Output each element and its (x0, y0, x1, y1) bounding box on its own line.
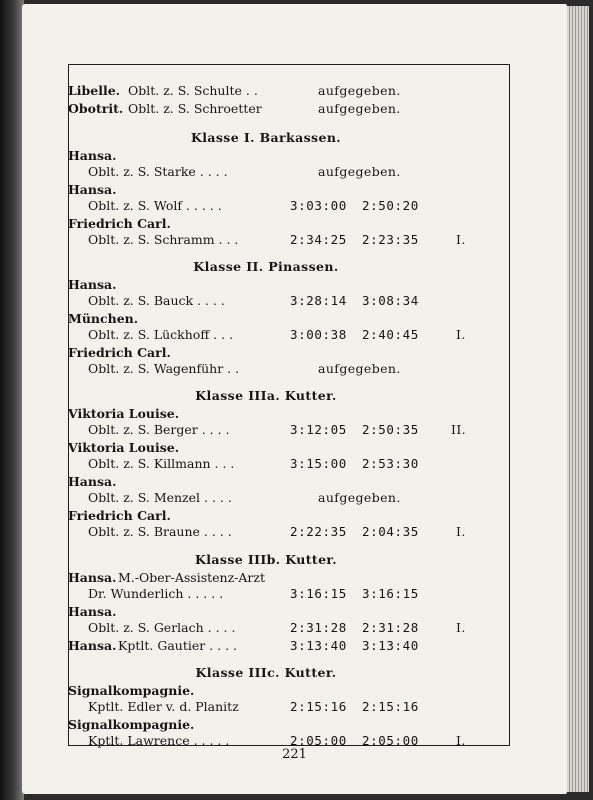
class-heading-text: Klasse II. Pinassen. (193, 259, 339, 274)
prize-rank: I. (456, 620, 466, 635)
corrected-time: 2:50:35 (362, 422, 419, 437)
corrected-time: 2:40:45 (362, 327, 419, 342)
result-line (68, 732, 508, 750)
class-heading-text: Klasse IIIc. Kutter. (195, 665, 337, 680)
result-line (68, 523, 508, 541)
crew-name: Oblt. z. S. Schroetter (128, 101, 262, 116)
result-line (68, 163, 508, 181)
status-text: aufgegeben. (318, 101, 401, 116)
elapsed-time: 2:31:28 (290, 620, 347, 635)
prize-rank: I. (456, 327, 466, 342)
prize-rank: I. (456, 733, 466, 748)
prize-rank: I. (456, 232, 466, 247)
result-line (68, 619, 508, 637)
boat-name: Hansa. (68, 604, 117, 619)
crew-name: Dr. Wunderlich . . . . . (88, 586, 224, 601)
result-line (68, 698, 508, 716)
result-line (68, 585, 508, 603)
result-line (68, 197, 508, 215)
class-heading-text: Klasse I. Barkassen. (190, 130, 342, 145)
status-text: aufgegeben. (318, 164, 401, 179)
corrected-time: 2:50:20 (362, 198, 419, 213)
crew-name: Oblt. z. S. Schramm . . . (88, 232, 239, 247)
crew-name: M.-Ober-Assistenz-Arzt (118, 570, 266, 585)
crew-name: Oblt. z. S. Berger . . . . (88, 422, 230, 437)
boat-name: Hansa. (68, 570, 117, 585)
boat-name: Viktoria Louise. (68, 440, 180, 455)
crew-name: Kptlt. Gautier . . . . (118, 638, 238, 653)
status-text: aufgegeben. (318, 490, 401, 505)
elapsed-time: 3:03:00 (290, 198, 347, 213)
result-line (68, 489, 508, 507)
elapsed-time: 3:13:40 (290, 638, 347, 653)
result-line (68, 326, 508, 344)
elapsed-time: 2:15:16 (290, 699, 347, 714)
boat-name: Friedrich Carl. (68, 216, 171, 231)
corrected-time: 2:04:35 (362, 524, 419, 539)
crew-name: Oblt. z. S. Wolf . . . . . (88, 198, 222, 213)
elapsed-time: 3:28:14 (290, 293, 347, 308)
corrected-time: 3:13:40 (362, 638, 419, 653)
corrected-time: 2:15:16 (362, 699, 419, 714)
crew-name: Oblt. z. S. Menzel . . . . (88, 490, 232, 505)
book-spine-shadow (0, 0, 24, 800)
elapsed-time: 3:12:05 (290, 422, 347, 437)
result-line (68, 100, 508, 118)
result-line (68, 421, 508, 439)
class-heading (68, 664, 508, 682)
status-text: aufgegeben. (318, 83, 401, 98)
boat-name: Friedrich Carl. (68, 508, 171, 523)
corrected-time: 2:31:28 (362, 620, 419, 635)
boat-name: Hansa. (68, 277, 117, 292)
elapsed-time: 2:05:00 (290, 733, 347, 748)
elapsed-time: 3:15:00 (290, 456, 347, 471)
class-heading (68, 387, 508, 405)
crew-name: Oblt. z. S. Schulte . . (128, 83, 258, 98)
crew-name: Oblt. z. S. Braune . . . . (88, 524, 232, 539)
result-line (68, 292, 508, 310)
crew-name: Kptlt. Edler v. d. Planitz (88, 699, 239, 714)
boat-name: Hansa. (68, 474, 117, 489)
status-text: aufgegeben. (318, 361, 401, 376)
corrected-time: 2:53:30 (362, 456, 419, 471)
corrected-time: 3:16:15 (362, 586, 419, 601)
boat-name: Obotrit. (68, 101, 124, 116)
crew-name: Oblt. z. S. Starke . . . . (88, 164, 228, 179)
result-line (68, 231, 508, 249)
boat-name: München. (68, 311, 139, 326)
corrected-time: 2:23:35 (362, 232, 419, 247)
prize-rank: I. (456, 524, 466, 539)
elapsed-time: 3:00:38 (290, 327, 347, 342)
class-heading-text: Klasse IIIa. Kutter. (195, 388, 337, 403)
boat-name: Libelle. (68, 83, 121, 98)
corrected-time: 2:05:00 (362, 733, 419, 748)
boat-name: Viktoria Louise. (68, 406, 180, 421)
elapsed-time: 2:22:35 (290, 524, 347, 539)
crew-name: Oblt. z. S. Lückhoff . . . (88, 327, 234, 342)
boat-name: Friedrich Carl. (68, 345, 171, 360)
crew-name: Oblt. z. S. Killmann . . . (88, 456, 235, 471)
result-line (68, 82, 508, 100)
crew-name: Oblt. z. S. Bauck . . . . (88, 293, 225, 308)
boat-name: Hansa. (68, 182, 117, 197)
boat-name: Signalkompagnie. (68, 717, 195, 732)
corrected-time: 3:08:34 (362, 293, 419, 308)
elapsed-time: 2:34:25 (290, 232, 347, 247)
elapsed-time: 3:16:15 (290, 586, 347, 601)
class-heading-text: Klasse IIIb. Kutter. (194, 552, 338, 567)
crew-name: Oblt. z. S. Wagenführ . . (88, 361, 240, 376)
class-heading (68, 551, 508, 569)
class-heading (68, 129, 508, 147)
page-number: 221 (282, 747, 307, 762)
class-heading (68, 258, 508, 276)
crew-name: Kptlt. Lawrence . . . . . (88, 733, 230, 748)
boat-name: Hansa. (68, 148, 117, 163)
boat-name: Hansa. (68, 638, 117, 653)
result-line (68, 455, 508, 473)
result-line (68, 360, 508, 378)
prize-rank: II. (451, 422, 467, 437)
result-line (68, 637, 508, 655)
boat-name: Signalkompagnie. (68, 683, 195, 698)
crew-name: Oblt. z. S. Gerlach . . . . (88, 620, 236, 635)
page-edges (567, 6, 589, 792)
